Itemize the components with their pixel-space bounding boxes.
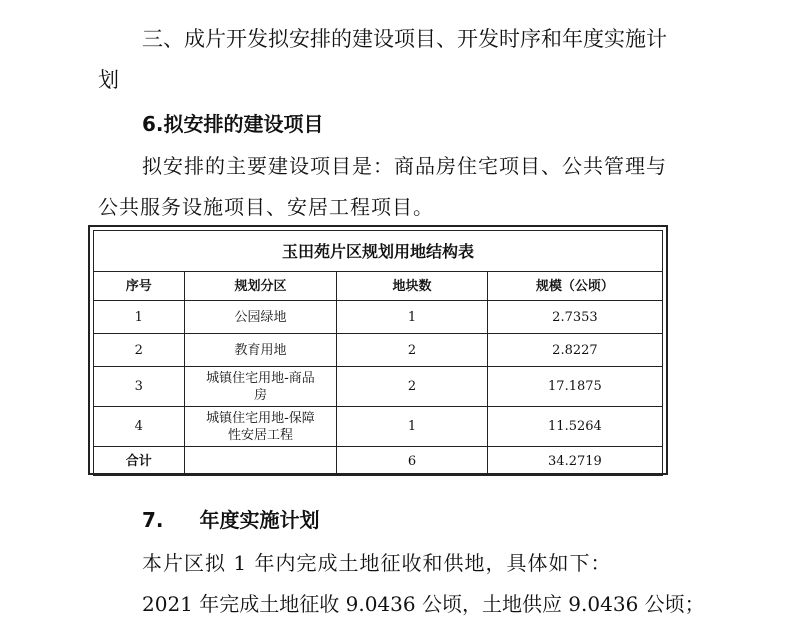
header-area: 规模（公顷）	[487, 272, 662, 301]
cell-zone-line2: 性安居工程	[227, 427, 293, 443]
cell-zone	[184, 407, 337, 447]
cell-zone-line2: 房	[253, 387, 267, 403]
cell-serial: 1	[94, 301, 185, 334]
table-total-row	[94, 447, 663, 476]
header-zone: 规划分区	[184, 272, 337, 301]
paragraph-7-line2: 2021 年完成土地征收 9.0436 公顷，土地供应 9.0436 公顷；	[142, 592, 705, 616]
cell-plot-count: 2	[337, 367, 488, 407]
cell-area: 2.8227	[487, 334, 662, 367]
subheading-6: 6.拟安排的建设项目	[142, 112, 324, 136]
cell-area: 17.1875	[487, 367, 662, 407]
section-heading-line1: 三、成片开发拟安排的建设项目、开发时序和年度实施计	[142, 27, 667, 51]
cell-total-count: 6	[337, 447, 488, 476]
paragraph-6-line1: 拟安排的主要建设项目是：商品房住宅项目、公共管理与	[142, 154, 667, 178]
subheading-7-title: 年度实施计划	[199, 508, 320, 532]
cell-serial: 2	[94, 334, 185, 367]
header-plot-count: 地块数	[337, 272, 488, 301]
cell-total-label: 合计	[94, 447, 185, 476]
header-serial: 序号	[94, 272, 185, 301]
cell-zone: 公园绿地	[184, 301, 337, 334]
cell-zone-line1: 城镇住宅用地-保障	[206, 410, 315, 426]
table-row	[94, 334, 663, 367]
cell-zone: 教育用地	[184, 334, 337, 367]
paragraph-7-line1: 本片区拟 1 年内完成土地征收和供地，具体如下：	[142, 551, 612, 575]
subheading-7-number: 7.	[142, 508, 164, 532]
table-row	[94, 407, 663, 447]
cell-serial: 4	[94, 407, 185, 447]
cell-area: 2.7353	[487, 301, 662, 334]
subheading-7	[142, 506, 319, 534]
cell-plot-count: 1	[337, 301, 488, 334]
cell-total-zone	[184, 447, 337, 476]
land-use-structure-table	[88, 225, 668, 475]
cell-area: 11.5264	[487, 407, 662, 447]
cell-zone-line1: 城镇住宅用地-商品	[206, 370, 315, 386]
cell-plot-count: 2	[337, 334, 488, 367]
cell-plot-count: 1	[337, 407, 488, 447]
cell-total-area: 34.2719	[487, 447, 662, 476]
cell-zone	[184, 367, 337, 407]
table-row	[94, 301, 663, 334]
table-title: 玉田苑片区规划用地结构表	[94, 231, 663, 272]
paragraph-6-line2: 公共服务设施项目、安居工程项目。	[98, 195, 434, 219]
table-row	[94, 367, 663, 407]
cell-serial: 3	[94, 367, 185, 407]
section-heading-line2: 划	[98, 68, 119, 92]
